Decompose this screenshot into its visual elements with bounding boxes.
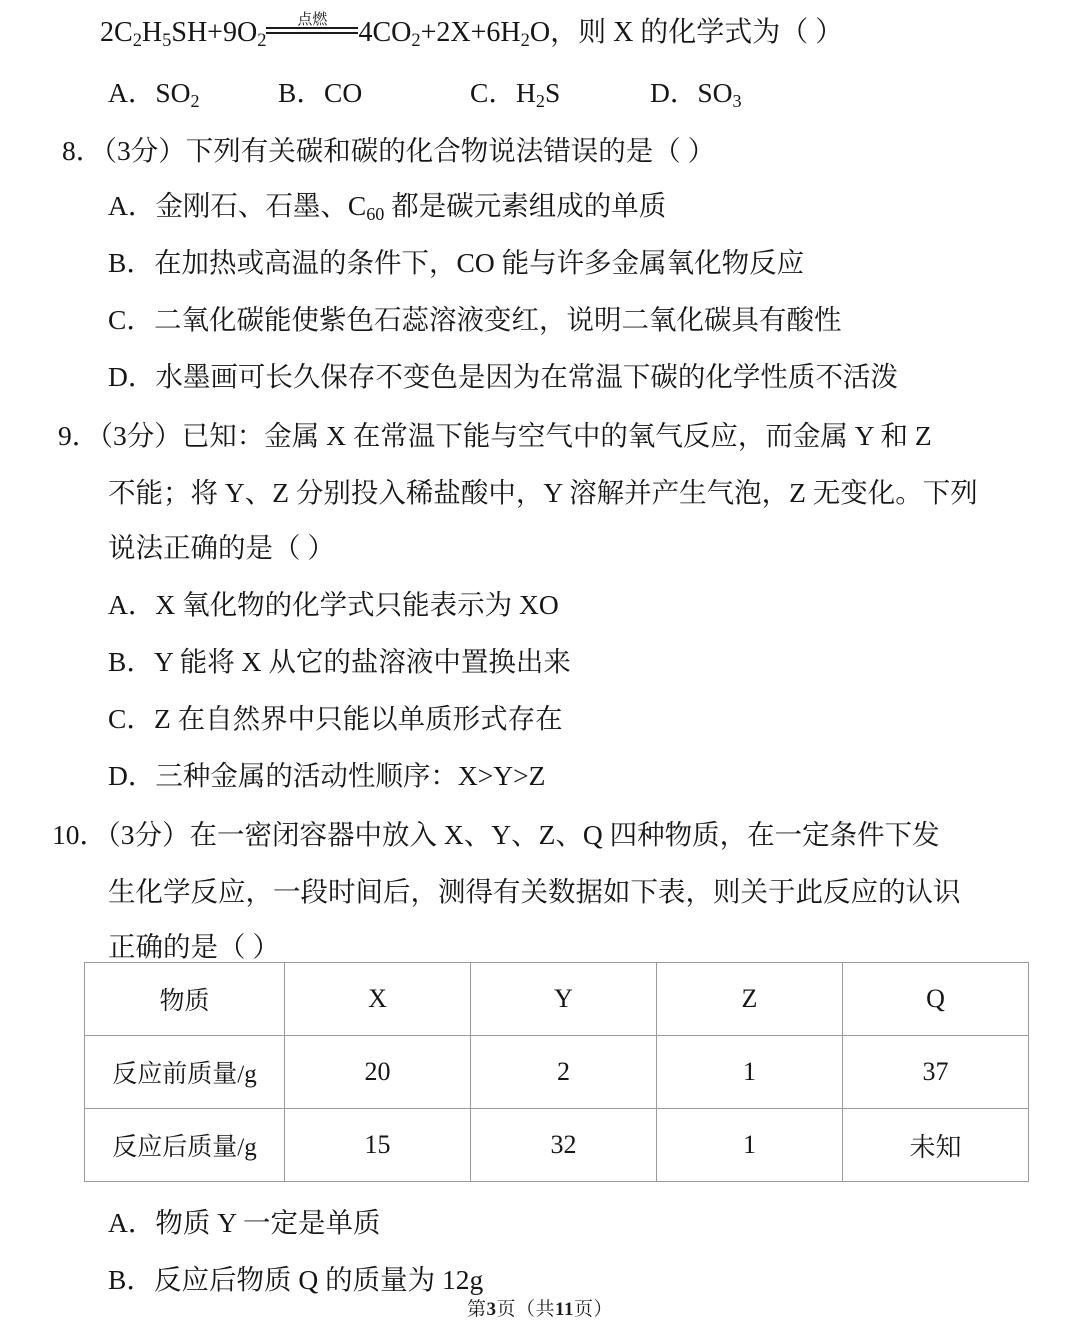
q8-option-a-text: 金刚石、石墨、C: [155, 190, 367, 221]
q7-option-c-mark: C．: [470, 77, 516, 108]
q7-option-c[interactable]: [470, 70, 560, 110]
q10-option-b[interactable]: [108, 1257, 483, 1297]
question-10-score: （3分）: [107, 819, 190, 850]
q8-option-a-mark: A．: [108, 190, 156, 221]
table-row: [85, 1109, 1029, 1182]
table-header-y: Y: [471, 963, 657, 1036]
question-9-stem-text-2: 不能；将 Y、Z 分别投入稀盐酸中，Y 溶解并产生气泡，Z 无变化。下列: [108, 477, 978, 508]
table-header-substance: 物质: [85, 963, 285, 1036]
q7-option-a-mark: A．: [108, 77, 156, 108]
q7-option-b[interactable]: [278, 70, 362, 110]
q8-option-c-mark: C．: [108, 304, 154, 335]
question-8-stem: [62, 128, 715, 168]
equation-subscript: 2: [520, 30, 530, 51]
reaction-mass-table: [84, 962, 1029, 1182]
question-10-number: 10．: [52, 819, 107, 850]
q7-option-b-mark: B．: [278, 77, 324, 108]
q10-option-a-text: 物质 Y 一定是单质: [155, 1207, 381, 1238]
q8-option-b-mark: B．: [108, 247, 154, 278]
q7-option-d-subscript: 3: [732, 91, 742, 112]
table-cell-before-x: 20: [285, 1036, 471, 1109]
q9-option-b-text: Y 能将 X 从它的盐溶液中置换出来: [154, 646, 571, 677]
equation-left-side: $2C_2H_5SH+9O_2$: [100, 17, 267, 51]
q10-option-a-mark: A．: [108, 1207, 156, 1238]
q8-option-d-text: 水墨画可长久保存不变色是因为在常温下碳的化学性质不活泼: [155, 361, 898, 392]
footer-total-pages: 11: [555, 1299, 574, 1320]
table-cell-before-q: 37: [843, 1036, 1029, 1109]
q9-option-a[interactable]: [108, 582, 559, 622]
q9-option-a-text: X 氧化物的化学式只能表示为 XO: [155, 589, 559, 620]
table-header-q: Q: [843, 963, 1029, 1036]
q9-option-b[interactable]: [108, 639, 571, 679]
q7-option-c-tail: S: [544, 77, 561, 108]
question-10-stem-text-2: 生化学反应，一段时间后，测得有关数据如下表，则关于此反应的认识: [108, 876, 961, 907]
q9-option-d[interactable]: [108, 753, 545, 793]
question-9-stem-line-1: [58, 413, 932, 453]
q7-option-a[interactable]: [108, 70, 200, 110]
footer-middle: 页（共: [496, 1299, 556, 1320]
question-8-stem-text: 下列有关碳和碳的化合物说法错误的是（ ）: [185, 135, 716, 166]
page-footer: [0, 1294, 1080, 1321]
table-cell-after-y: 32: [471, 1109, 657, 1182]
reaction-arrow-bar: [266, 27, 358, 34]
table-row: [85, 1036, 1029, 1109]
table-cell-before-y: 2: [471, 1036, 657, 1109]
question-10-stem-line-1: [52, 812, 940, 852]
table-cell-after-x: 15: [285, 1109, 471, 1182]
q7-option-c-subscript: 2: [535, 91, 545, 112]
q7-option-d-text: SO: [697, 77, 733, 108]
question-8-number: 8．: [62, 135, 104, 166]
question-9-stem-line-3: [108, 525, 335, 565]
footer-suffix: 页）: [573, 1299, 613, 1320]
q9-option-c[interactable]: [108, 696, 563, 736]
q9-option-c-text: Z 在自然界中只能以单质形式存在: [154, 703, 563, 734]
question-10-stem-line-3: [108, 924, 280, 964]
table-cell-before-z: 1: [657, 1036, 843, 1109]
table-row-label-after: 反应后质量/g: [85, 1109, 285, 1182]
q7-option-d-mark: D．: [650, 77, 698, 108]
q7-option-d[interactable]: [650, 70, 742, 110]
q7-option-a-subscript: 2: [190, 91, 200, 112]
question-8-score: （3分）: [103, 135, 186, 166]
table-header-z: Z: [657, 963, 843, 1036]
q7-option-b-text: CO: [324, 77, 363, 108]
q9-option-a-mark: A．: [108, 589, 156, 620]
question-9-stem-text-1: 已知：金属 X 在常温下能与空气中的氧气反应，而金属 Y 和 Z: [181, 420, 932, 451]
equation-subscript: 5: [162, 30, 172, 51]
q8-option-a[interactable]: [108, 183, 666, 223]
q8-option-d-mark: D．: [108, 361, 156, 392]
q8-option-c-text: 二氧化碳能使紫色石蕊溶液变红，说明二氧化碳具有酸性: [154, 304, 842, 335]
chemical-equation-line: [100, 10, 843, 50]
q9-option-b-mark: B．: [108, 646, 154, 677]
table-row-label-before: 反应前质量/g: [85, 1036, 285, 1109]
q8-option-c[interactable]: [108, 297, 842, 337]
question-9-score: （3分）: [99, 420, 182, 451]
question-10-stem-line-2: [108, 869, 961, 909]
q8-option-b-text: 在加热或高温的条件下，CO 能与许多金属氧化物反应: [154, 247, 805, 278]
question-10-stem-text-3: 正确的是（ ）: [108, 931, 280, 962]
q8-option-d[interactable]: [108, 354, 898, 394]
q7-option-a-text: SO: [155, 77, 191, 108]
question-9-number: 9．: [58, 420, 100, 451]
q9-option-d-text: 三种金属的活动性顺序：X>Y>Z: [155, 760, 546, 791]
question-9-stem-text-3: 说法正确的是（ ）: [108, 532, 335, 563]
q10-option-b-mark: B．: [108, 1264, 154, 1295]
q10-option-b-text: 反应后物质 Q 的质量为 12g: [154, 1264, 484, 1295]
footer-prefix: 第: [467, 1299, 487, 1320]
q8-option-b[interactable]: [108, 240, 804, 280]
q10-option-a[interactable]: [108, 1200, 380, 1240]
reaction-condition-label: 点燃: [297, 11, 328, 28]
table-cell-after-q: 未知: [843, 1109, 1029, 1182]
table-header-row: [85, 963, 1029, 1036]
table-header-x: X: [285, 963, 471, 1036]
q7-option-c-text: H: [516, 77, 536, 108]
question-10-stem-text-1: 在一密闭容器中放入 X、Y、Z、Q 四种物质，在一定条件下发: [189, 819, 940, 850]
equation-subscript: 2: [132, 30, 142, 51]
q8-option-a-subscript: 60: [366, 204, 385, 225]
question-9-stem-line-2: [108, 470, 978, 510]
footer-page-number: 3: [486, 1299, 497, 1320]
equation-right-side: $4CO_2+2X+6H_2O$，则 X 的化学式为（ ）: [358, 17, 844, 51]
equation-subscript: 2: [257, 30, 267, 51]
q9-option-d-mark: D．: [108, 760, 156, 791]
q9-option-c-mark: C．: [108, 703, 154, 734]
equation-subscript: 2: [411, 30, 421, 51]
q8-option-a-text-post: 都是碳元素组成的单质: [384, 190, 667, 221]
table-cell-after-z: 1: [657, 1109, 843, 1182]
